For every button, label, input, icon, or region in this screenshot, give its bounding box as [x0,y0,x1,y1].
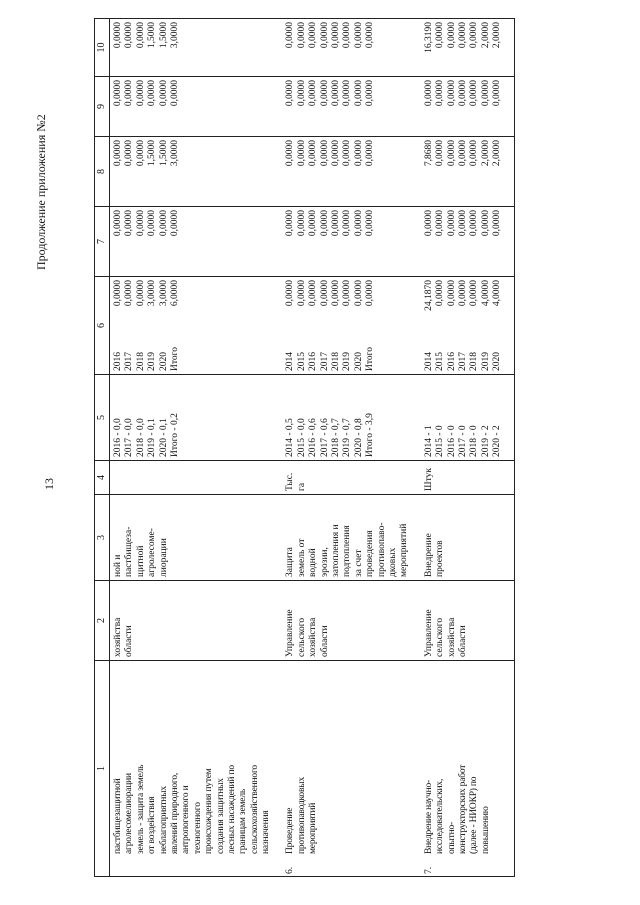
cell-line: 2020 - 0,8 [353,418,364,457]
cell-line: 2,0000 [492,140,503,167]
cell-unit [282,461,420,495]
year-label: 2018 [331,352,342,371]
cell-line: назначения [261,810,272,854]
year-label: 2019 [480,352,491,371]
cell-line: водной [308,548,319,577]
year-label: Итого [365,346,376,371]
cell-line: 0,0000 [285,22,296,49]
cell-line: Проведение [285,807,296,854]
cell-line: 2017 - 0,6 [319,418,330,457]
cell-line: 2,0000 [480,140,491,167]
cell-line: за счет [353,549,364,577]
cell-line: земель от [296,538,307,577]
cell-line: 0,0000 [308,210,319,237]
cell-years-and-total [421,277,514,375]
year-label: 2020 [158,352,169,371]
column-header: 9 [95,77,110,137]
cell-line: 0,0000 [308,140,319,167]
cell-line: агролесоме- [147,528,158,577]
cell-unit [421,461,514,495]
year-label: 2019 [342,352,353,371]
cell-line: области [457,625,468,657]
column-header: 10 [95,19,110,77]
cell-line: 2018 - 0 [469,425,480,457]
cell-indicator-values [282,375,420,461]
cell-years-and-total [282,277,420,375]
cell-line: опытно- [446,822,457,854]
funding-total: 24,1870 [423,280,434,311]
cell-line: 0,0000 [158,210,169,237]
year-label: 2018 [135,352,146,371]
cell-line: 0,0000 [308,80,319,107]
cell-indicator [282,495,420,581]
cell-unit [110,461,283,495]
funding-total: 6,0000 [169,280,180,307]
year-label: 2016 [113,352,123,371]
funding-total: 0,0000 [308,280,319,307]
cell-line: лесных насаждений по [226,765,237,854]
cell-line: 1,5000 [147,22,158,49]
cell-line: 2017 - 0,0 [124,418,135,457]
cell-line: сельского [296,617,307,657]
row-number: 7. [423,866,434,874]
cell-line: 2016 - 0 [446,425,457,457]
cell-funding-federal [282,207,420,277]
cell-line: 0,0000 [469,210,480,237]
year-label: 2017 [124,352,135,371]
cell-line: 0,0000 [296,22,307,49]
funding-total: 0,0000 [353,280,364,307]
cell-line: 0,0000 [331,22,342,49]
column-header: 4 [95,461,110,495]
cell-line: 2015 - 0,0 [296,418,307,457]
cell-funding-local [421,77,514,137]
cell-line: 2019 - 2 [480,425,491,457]
cell-line: Штук [423,468,434,491]
cell-line: 0,0000 [480,80,491,107]
cell-line: подтопления [342,525,353,577]
column-header: 2 [95,581,110,661]
funding-total: 0,0000 [342,280,353,307]
table-row [282,19,420,877]
cell-line: 2014 - 1 [423,425,434,457]
funding-total: 0,0000 [319,280,330,307]
page-header: Продолжение приложения №2 [34,114,48,270]
year-label: 2016 [308,352,319,371]
cell-line: 0,0000 [124,140,135,167]
funding-total: 0,0000 [457,280,468,307]
cell-funding-other [282,19,420,77]
table-row [110,19,283,877]
cell-line: 16,3190 [423,22,434,53]
cell-activity-name [110,661,283,877]
cell-line: 0,0000 [342,210,353,237]
cell-line: 0,0000 [342,22,353,49]
rotated-page [12,15,622,895]
cell-line: 0,0000 [446,22,457,49]
column-header: 3 [95,495,110,581]
cell-funding-federal [421,207,514,277]
cell-line: 0,0000 [353,210,364,237]
cell-line: 0,0000 [342,140,353,167]
program-table [94,18,515,877]
cell-line: 0,0000 [457,22,468,49]
cell-line: 0,0000 [135,80,146,107]
cell-funding-local [110,77,283,137]
funding-total: 0,0000 [446,280,457,307]
cell-line: 2020 - 0,1 [158,418,169,457]
year-label: Итого [169,346,180,371]
cell-line: 2019 - 0,7 [342,418,353,457]
cell-line: Внедрение научно- [423,779,434,854]
column-header-row [95,19,110,877]
cell-line: Защита [285,547,296,577]
cell-funding-federal [110,207,283,277]
cell-line: 2019 - 0,1 [147,418,158,457]
cell-line: лиорации [158,538,169,577]
cell-line: 2016 - 0,6 [308,418,319,457]
table-body [110,19,515,877]
cell-activity-name [421,661,514,877]
column-header: 6 [95,277,110,375]
column-header: 1 [95,661,110,877]
cell-line: 0,0000 [365,80,376,107]
cell-line: 0,0000 [285,140,296,167]
cell-line: 3,0000 [169,140,180,167]
cell-line: 0,0000 [480,210,491,237]
cell-line: Внедрение [423,533,434,577]
funding-total: 3,0000 [158,280,169,307]
cell-line: конструкторских работ [457,764,468,854]
cell-line: 7,8680 [423,140,434,167]
cell-line: 0,0000 [353,140,364,167]
cell-line: ной и [113,554,123,577]
funding-total: 0,0000 [113,280,123,307]
cell-line: 0,0000 [457,140,468,167]
cell-line: Управление [285,609,296,657]
column-header: 5 [95,375,110,461]
cell-funding-local [282,77,420,137]
cell-line: 3,0000 [169,22,180,49]
cell-line: 0,0000 [457,80,468,107]
cell-line: 0,0000 [296,210,307,237]
cell-line: 2015 - 0 [435,425,446,457]
cell-line: Итого - 0,2 [169,413,180,457]
cell-line: дковых [387,547,398,577]
cell-line: Тыс. [285,472,296,491]
funding-total: 4,0000 [492,280,503,307]
cell-line: 0,0000 [113,140,123,167]
cell-line: 2014 - 0,5 [285,418,296,457]
cell-line: 0,0000 [135,140,146,167]
cell-line: 1,5000 [147,140,158,167]
cell-line: противопаводковых [296,777,307,854]
cell-line: 0,0000 [135,22,146,49]
cell-funding-other [421,19,514,77]
cell-line: 2020 - 2 [492,425,503,457]
cell-line: 0,0000 [147,80,158,107]
cell-line: 2018 - 0,0 [135,418,146,457]
cell-line: агролесомелиорации [124,773,135,854]
cell-line: происхождения путем [204,768,215,854]
cell-line: 0,0000 [435,140,446,167]
cell-line: мероприятий [399,523,410,577]
cell-line: 0,0000 [331,80,342,107]
cell-funding-regional [282,137,420,207]
funding-total: 0,0000 [124,280,135,307]
cell-line: 0,0000 [319,140,330,167]
year-label: 2017 [457,352,468,371]
cell-line: щитной [135,545,146,577]
cell-line: повышению [480,806,491,854]
cell-line: земель - защита земель [135,764,146,854]
cell-line: области [124,625,135,657]
funding-total: 3,0000 [147,280,158,307]
cell-line: хозяйства [113,617,123,657]
cell-line: 0,0000 [113,80,123,107]
cell-line: 0,0000 [113,22,123,49]
cell-executor [110,581,283,661]
cell-indicator-values [110,375,283,461]
cell-line: 0,0000 [124,210,135,237]
cell-line: 0,0000 [158,80,169,107]
cell-funding-other [110,19,283,77]
cell-line: 0,0000 [435,80,446,107]
cell-line: области [319,625,330,657]
year-label: 2017 [319,352,330,371]
cell-line: неблагоприятных [158,786,169,854]
cell-line: 0,0000 [446,210,457,237]
cell-line: исследовательских, [435,778,446,854]
cell-line: 0,0000 [319,80,330,107]
cell-line: эрозии, [319,547,330,577]
year-label: 2015 [296,352,307,371]
cell-line: сельского [435,617,446,657]
cell-line: 0,0000 [124,80,135,107]
cell-line: 0,0000 [457,210,468,237]
cell-line: 0,0000 [365,140,376,167]
cell-line: 0,0000 [285,210,296,237]
cell-line: 0,0000 [147,210,158,237]
cell-line: 2016 - 0,0 [113,418,123,457]
year-label: 2015 [435,352,446,371]
cell-line: 0,0000 [365,22,376,49]
cell-line: затопления и [331,524,342,577]
cell-line: создания защитных [215,778,226,854]
funding-total: 0,0000 [435,280,446,307]
cell-line: Итого - 3,9 [365,413,376,457]
cell-line: 0,0000 [353,80,364,107]
cell-line: 0,0000 [331,210,342,237]
cell-line: 0,0000 [113,210,123,237]
cell-line: 0,0000 [135,210,146,237]
cell-executor [421,581,514,661]
cell-line: пастбищеза- [124,526,135,577]
cell-line: 2017 - 0 [457,425,468,457]
cell-line: от воздействия [147,796,158,854]
year-label: 2018 [469,352,480,371]
cell-line: хозяйства [308,617,319,657]
cell-line: 0,0000 [353,22,364,49]
funding-total: 0,0000 [135,280,146,307]
funding-total: 4,0000 [480,280,491,307]
cell-line: 0,0000 [319,210,330,237]
cell-line: 0,0000 [342,80,353,107]
funding-total: 0,0000 [331,280,342,307]
cell-line: 0,0000 [492,80,503,107]
cell-line: сельскохозяйственного [249,765,260,854]
cell-line: 0,0000 [169,80,180,107]
year-label: 2016 [446,352,457,371]
cell-line: явлений природного, [169,772,180,854]
cell-indicator [421,495,514,581]
cell-line: 0,0000 [285,80,296,107]
cell-line: антропогенного и [181,785,192,854]
cell-activity-name [282,661,420,877]
cell-line: хозяйства [446,617,457,657]
cell-line: 0,0000 [469,22,480,49]
table-row [421,19,514,877]
cell-line: техногенного [192,802,203,854]
cell-indicator [110,495,283,581]
row-number: 6. [285,866,296,874]
cell-line: границам земель [238,789,249,854]
cell-line: 0,0000 [169,210,180,237]
cell-line: мероприятий [308,802,319,854]
cell-line: 0,0000 [365,210,376,237]
cell-indicator-values [421,375,514,461]
year-label: 2020 [353,352,364,371]
year-label: 2014 [423,352,434,371]
cell-line: 0,0000 [469,80,480,107]
cell-funding-regional [421,137,514,207]
funding-total: 0,0000 [469,280,480,307]
cell-line: Управление [423,609,434,657]
cell-line: 0,0000 [435,22,446,49]
cell-line: 0,0000 [308,22,319,49]
cell-line: 0,0000 [319,22,330,49]
cell-line: га [296,482,307,491]
cell-line: 1,5000 [158,140,169,167]
column-header: 7 [95,207,110,277]
cell-line: 0,0000 [296,80,307,107]
funding-total: 0,0000 [296,280,307,307]
cell-line: 0,0000 [331,140,342,167]
cell-line: пастбищезащитной [113,778,123,854]
cell-line: 2,0000 [492,22,503,49]
funding-total: 0,0000 [365,280,376,307]
year-label: 2020 [492,352,503,371]
column-header: 8 [95,137,110,207]
cell-line: 0,0000 [446,140,457,167]
cell-line: проектов [435,540,446,577]
cell-line: 0,0000 [423,80,434,107]
cell-line: 0,0000 [492,210,503,237]
cell-line: 0,0000 [124,22,135,49]
funding-total: 0,0000 [285,280,296,307]
cell-funding-regional [110,137,283,207]
year-label: 2014 [285,352,296,371]
cell-line: 0,0000 [446,80,457,107]
cell-line: 0,0000 [423,210,434,237]
cell-line: противопаво- [376,522,387,577]
cell-line: проведения [365,530,376,577]
cell-line: 2018 - 0,7 [331,418,342,457]
page-number: 13 [42,478,56,490]
cell-line: (далее - НИОКР) по [469,776,480,854]
cell-line: 0,0000 [435,210,446,237]
cell-line: 0,0000 [296,140,307,167]
cell-line: 0,0000 [469,140,480,167]
cell-line: 1,5000 [158,22,169,49]
year-label: 2019 [147,352,158,371]
cell-years-and-total [110,277,283,375]
cell-executor [282,581,420,661]
cell-line: 2,0000 [480,22,491,49]
